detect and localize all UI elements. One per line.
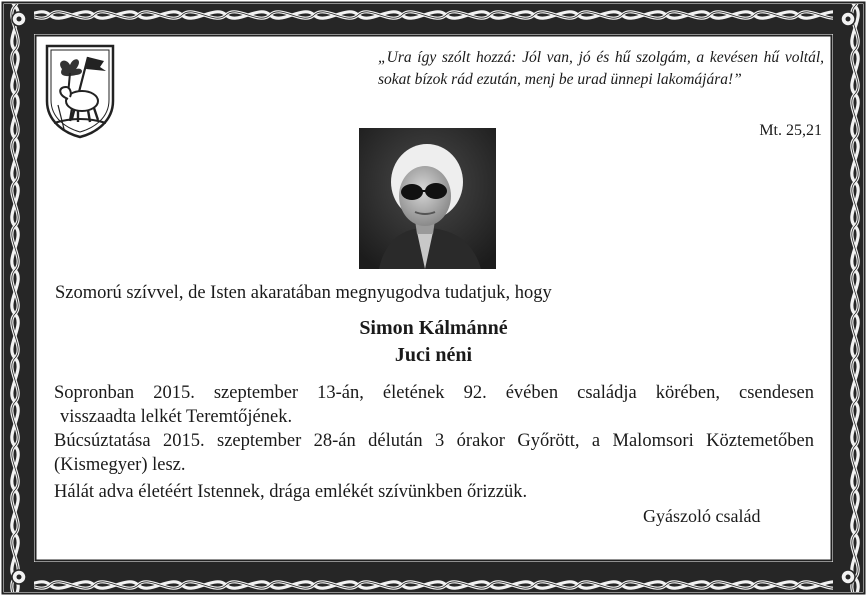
funeral-details — [54, 429, 814, 477]
death-announcement — [54, 381, 814, 429]
deceased-name: Simon Kálmánné — [359, 317, 508, 339]
intro-text: Szomorú szívvel, de Isten akaratában megnyugodva tudatjuk, hogy — [55, 283, 552, 303]
deceased-nickname: Juci néni — [394, 344, 473, 366]
funeral-details-line-2: (Kismegyer) lesz. — [54, 455, 186, 475]
bible-reference: Mt. 25,21 — [759, 122, 822, 139]
signature: Gyászoló család — [643, 506, 761, 526]
death-announcement-line-1: Sopronban 2015. szeptember 13-án, életének 92. évében családja körében, csendesen — [54, 383, 814, 403]
lamb-with-flag-emblem-icon — [44, 43, 116, 139]
funeral-details-line-1: Búcsúztatása 2015. szeptember 28-án délután 3 órakor Győrött, a Malomsori Köztemetőben — [54, 431, 814, 451]
bible-quote: „Ura így szólt hozzá: Jól van, jó és hű szolgám, a kevésen hű voltál, sokat bízok rád ezután, menj be urad ünnepi lakomájára!” — [378, 49, 824, 88]
gratitude-text: Hálát adva életéért Istennek, drága emlékét szívünkben őrizzük. — [54, 482, 528, 502]
portrait-photo — [359, 128, 496, 269]
death-announcement-line-2: visszaadta lelkét Teremtőjének. — [60, 407, 293, 427]
